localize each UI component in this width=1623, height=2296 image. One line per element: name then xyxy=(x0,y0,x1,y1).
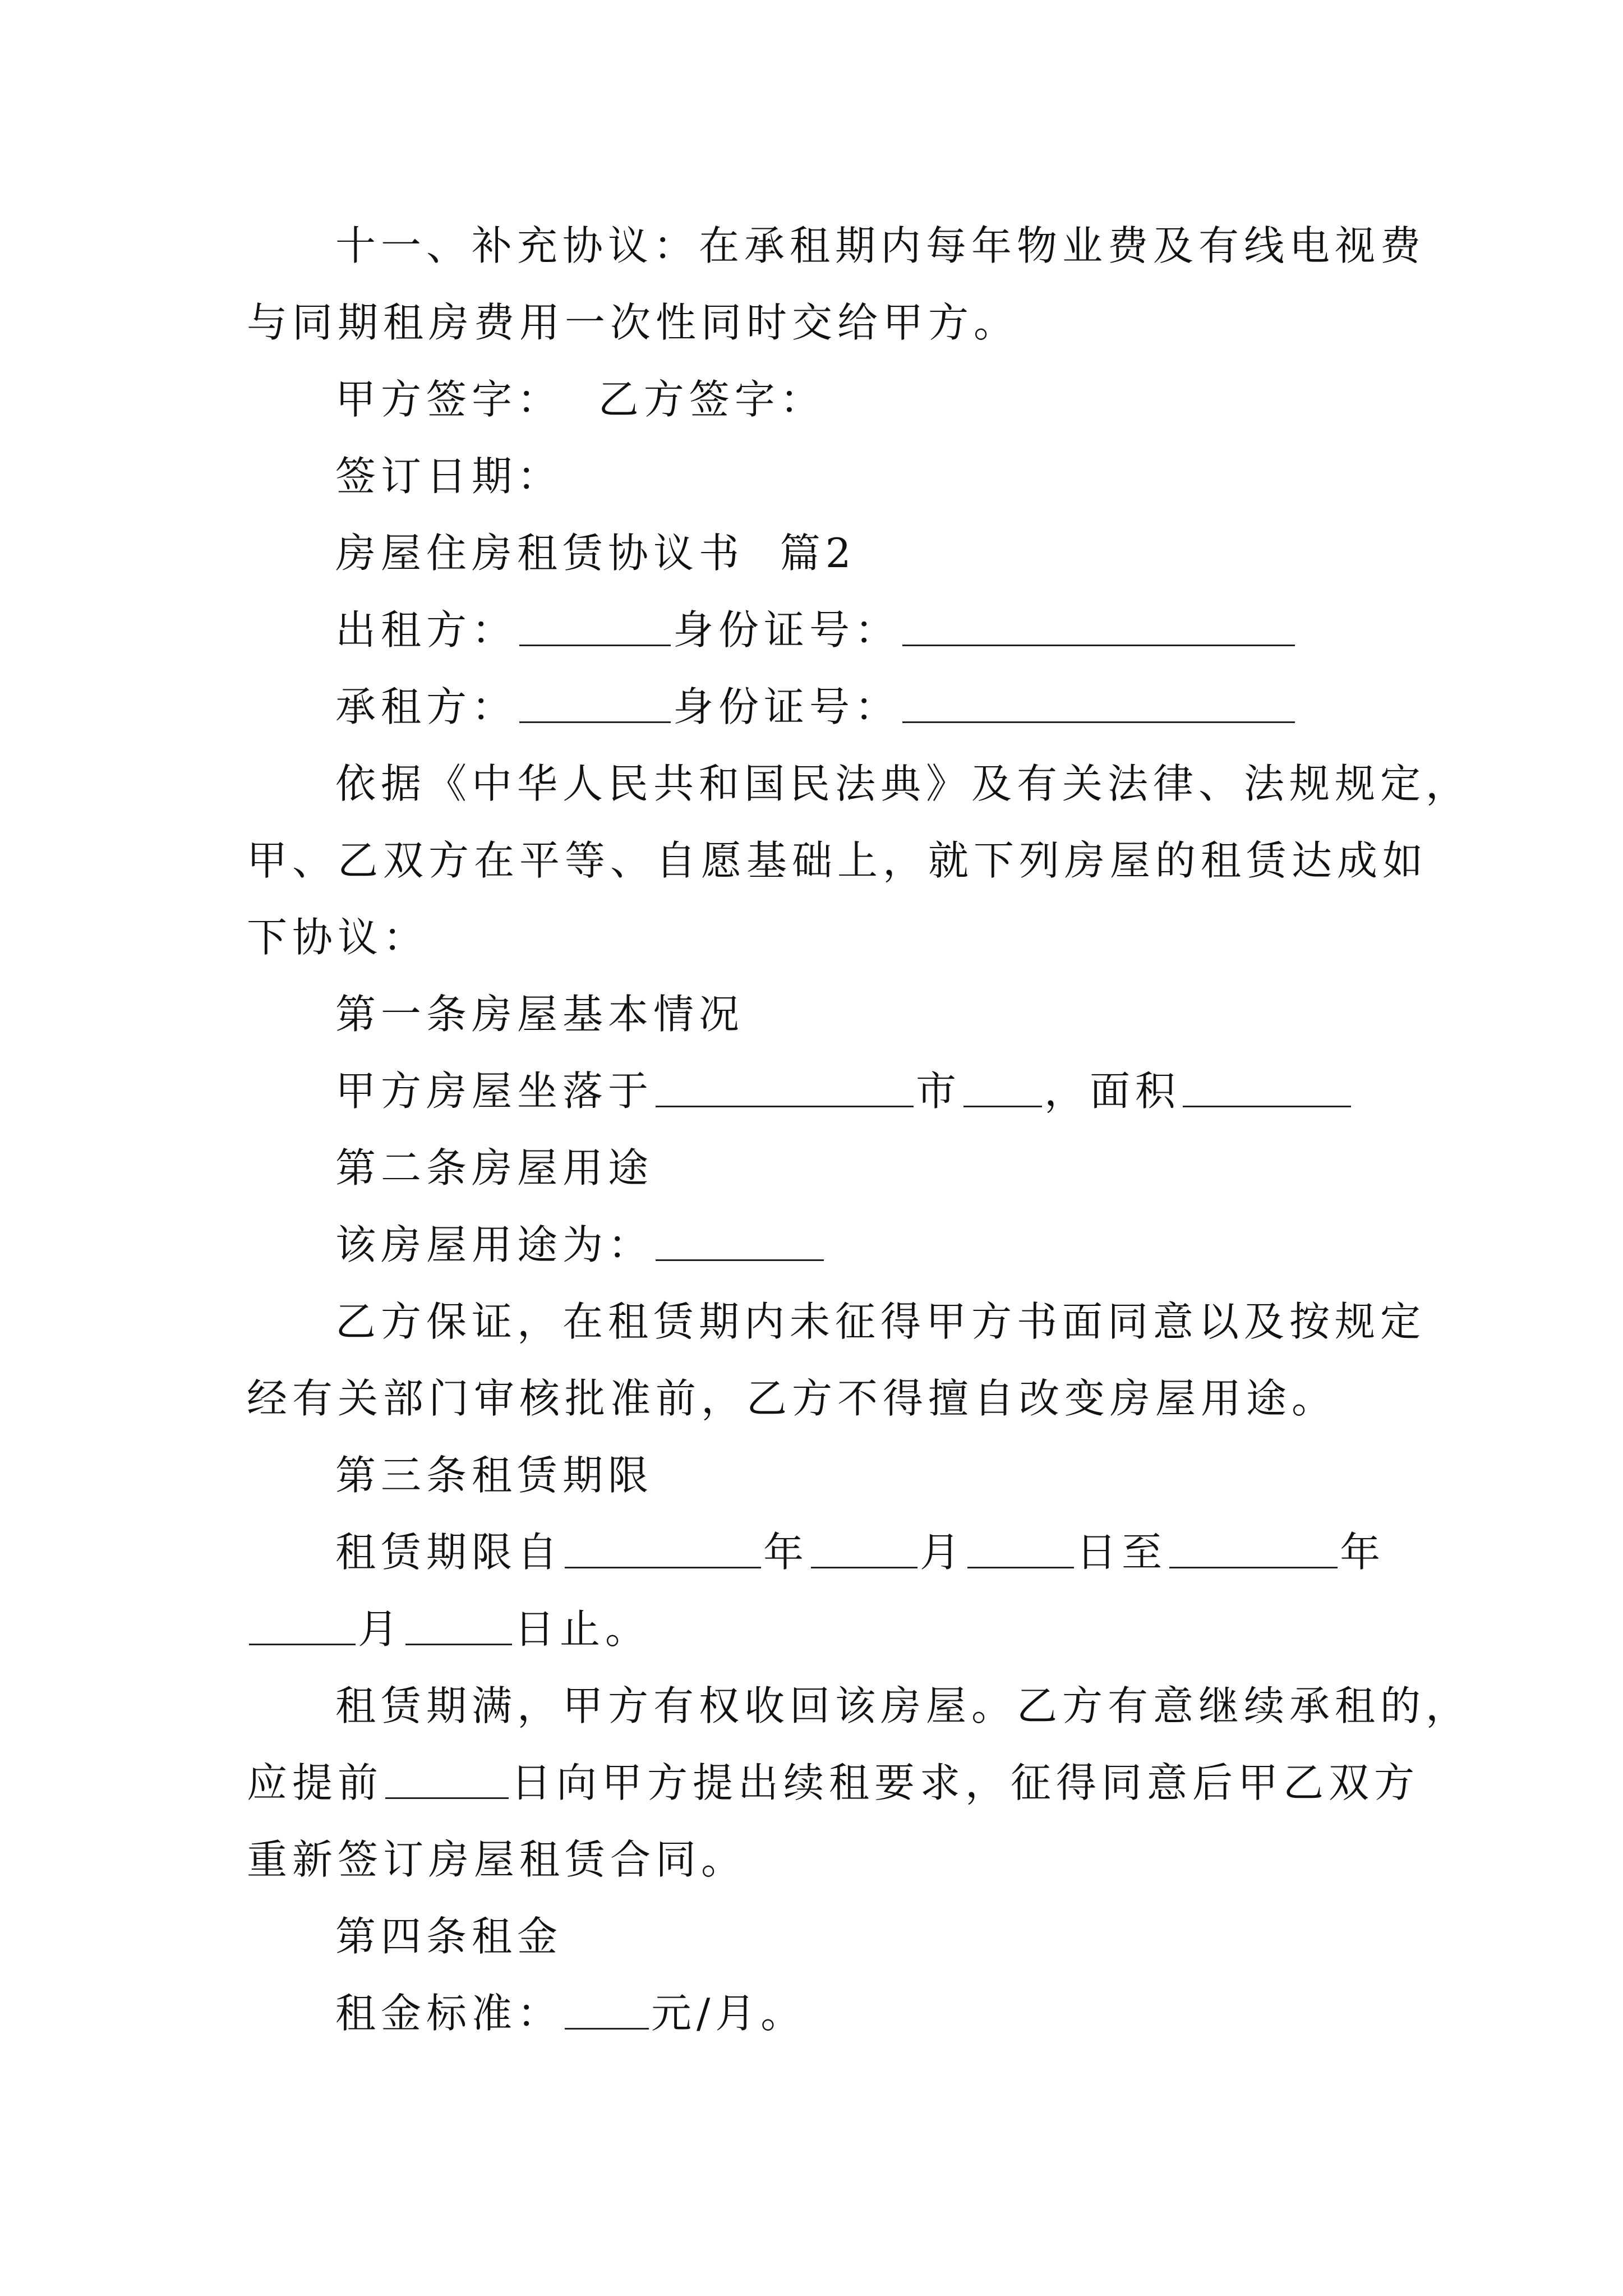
article1-title: 第一条房屋基本情况 xyxy=(335,991,745,1038)
article3-term-line xyxy=(247,1514,1386,1591)
lessor-line xyxy=(247,592,1380,669)
contract-page xyxy=(247,208,1472,2052)
lessee-id-label: 身份证号： xyxy=(673,683,901,730)
lessee-label: 承租方： xyxy=(335,683,518,730)
article2-guarantee-line-1: 乙方保证，在租赁期内未征得甲方书面同意以及按规定 xyxy=(335,1298,1426,1345)
day-to-label: 日至 xyxy=(1076,1529,1168,1576)
lessee-name-blank[interactable] xyxy=(519,685,671,723)
use-label: 该房屋用途为： xyxy=(335,1221,654,1268)
article2-guarantee-line-2: 经有关部门审核批准前，乙方不得擅自改变房屋用途。 xyxy=(247,1375,1338,1422)
basis-line-3: 下协议： xyxy=(247,914,429,961)
day-end-label: 日止。 xyxy=(514,1605,651,1653)
renew-advance-label: 应提前 xyxy=(247,1759,384,1806)
start-year-blank[interactable] xyxy=(565,1530,761,1568)
article3-renew-line-3: 重新签订房屋租赁合同。 xyxy=(247,1836,747,1883)
area-label: ，面积 xyxy=(1044,1068,1181,1115)
article2-use-line xyxy=(247,1207,1380,1283)
end-day-blank[interactable] xyxy=(405,1607,512,1645)
lessor-label: 出租方： xyxy=(335,606,518,654)
article3-renew-line-2 xyxy=(247,1745,1420,1821)
article3-term-end-line xyxy=(247,1591,1380,1668)
article1-location-line xyxy=(247,1053,1380,1130)
supplement-line-2: 与同期租房费用一次性同时交给甲方。 xyxy=(247,299,1020,346)
month-label: 月 xyxy=(920,1529,966,1576)
city-blank[interactable] xyxy=(963,1069,1042,1107)
renew-days-blank[interactable] xyxy=(385,1761,509,1799)
location-label: 甲方房屋坐落于 xyxy=(335,1068,654,1115)
article3-renew-line-1: 租赁期满，甲方有权收回该房屋。乙方有意继续承租的， xyxy=(335,1682,1472,1729)
term-start-label: 租赁期限自 xyxy=(335,1529,563,1576)
lessee-id-blank[interactable] xyxy=(902,685,1295,723)
lessor-id-blank[interactable] xyxy=(902,608,1295,646)
lessor-name-blank[interactable] xyxy=(519,608,671,646)
article2-title: 第二条房屋用途 xyxy=(335,1144,654,1191)
supplement-line-1: 十一、补充协议：在承租期内每年物业费及有线电视费 xyxy=(335,222,1426,269)
basis-line-2: 甲、乙双方在平等、自愿基础上，就下列房屋的租赁达成如 xyxy=(247,837,1428,884)
signature-line: 甲方签字： 乙方签字： xyxy=(335,376,826,423)
start-day-blank[interactable] xyxy=(967,1530,1074,1568)
sign-date-line: 签订日期： xyxy=(335,453,563,500)
lessor-id-label: 身份证号： xyxy=(673,606,901,654)
end-year-blank[interactable] xyxy=(1169,1530,1338,1568)
article4-title: 第四条租金 xyxy=(335,1913,563,1960)
start-month-blank[interactable] xyxy=(811,1530,917,1568)
area-blank[interactable] xyxy=(1183,1069,1351,1107)
article3-title: 第三条租赁期限 xyxy=(335,1452,654,1499)
year-label-2: 年 xyxy=(1340,1529,1386,1576)
article4-rent-line xyxy=(247,1975,1380,2052)
section-title: 房屋住房租赁协议书 篇2 xyxy=(335,530,856,577)
renew-request-text: 日向甲方提出续租要求，征得同意后甲乙双方 xyxy=(511,1759,1420,1806)
rent-amount-blank[interactable] xyxy=(565,1991,649,2030)
city-label: 市 xyxy=(916,1068,962,1115)
basis-line-1: 依据《中华人民共和国民法典》及有关法律、法规规定， xyxy=(335,760,1472,807)
location-blank[interactable] xyxy=(656,1069,914,1107)
end-month-blank[interactable] xyxy=(249,1607,356,1645)
use-blank[interactable] xyxy=(656,1223,824,1261)
month-label-2: 月 xyxy=(358,1605,404,1653)
lessee-line xyxy=(247,669,1380,746)
rent-unit: 元/月。 xyxy=(651,1990,806,2037)
rent-label: 租金标准： xyxy=(335,1990,563,2037)
year-label: 年 xyxy=(763,1529,809,1576)
